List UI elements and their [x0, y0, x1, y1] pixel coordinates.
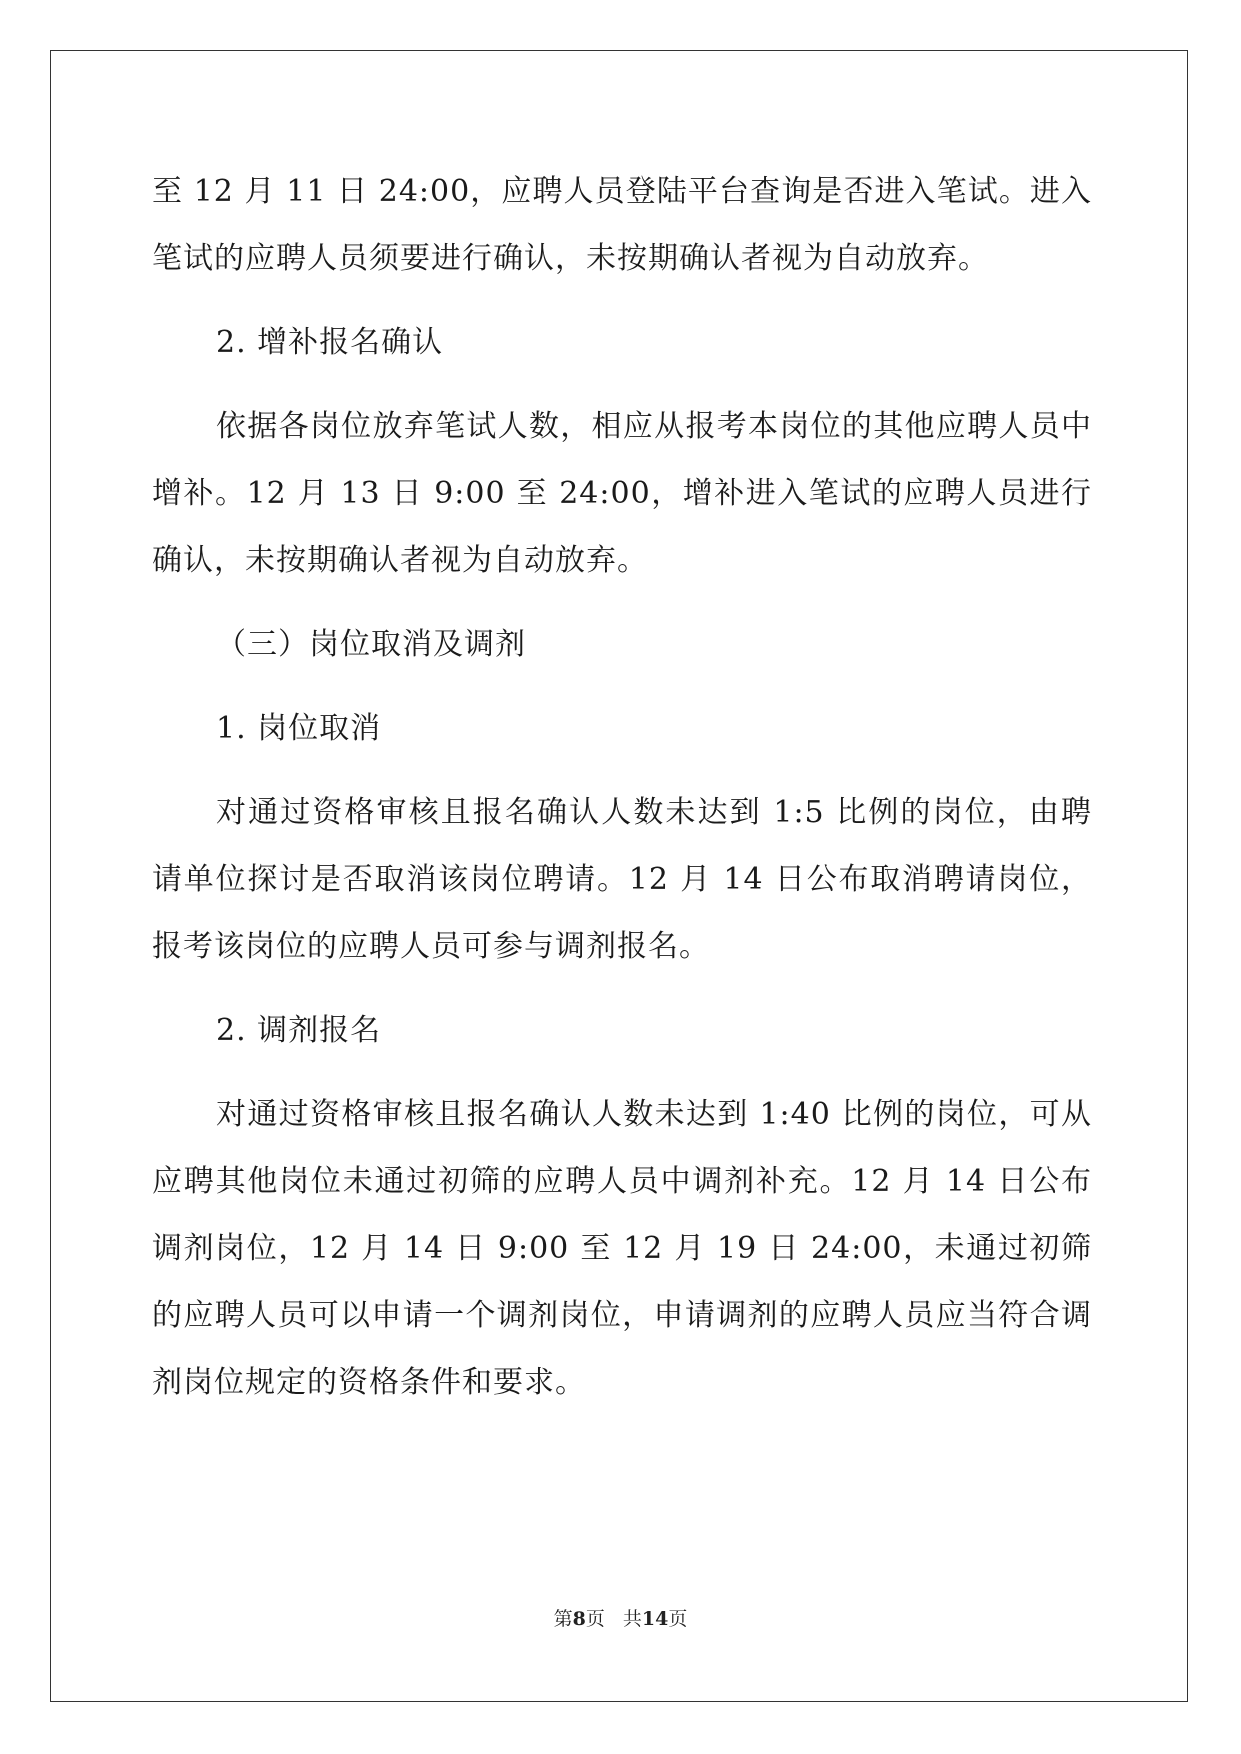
total-suffix: 页 [668, 1608, 688, 1630]
paragraph-supplementary-confirmation: 依据各岗位放弃笔试人数，相应从报考本岗位的其他应聘人员中增补。12 月 13 日 9:00 至 24:00，增补进入笔试的应聘人员进行确认，未按期确认者视为自动放弃。 [152, 409, 1092, 578]
page-footer [0, 1604, 1241, 1631]
section-heading-cancellation-adjustment: （三）岗位取消及调剂 [216, 627, 526, 662]
subheading-supplementary-confirmation: 2. 增补报名确认 [216, 325, 444, 360]
subheading-position-cancellation: 1. 岗位取消 [216, 711, 382, 746]
subheading-adjustment-registration: 2. 调剂报名 [216, 1013, 382, 1048]
document-body [152, 158, 1092, 1416]
paragraph-position-cancellation: 对通过资格审核且报名确认人数未达到 1:5 比例的岗位，由聘请单位探讨是否取消该岗位聘请。12 月 14 日公布取消聘请岗位，报考该岗位的应聘人员可参与调剂报名。 [152, 795, 1092, 964]
page-number: 8 [572, 1608, 586, 1630]
page-suffix: 页 [585, 1608, 605, 1630]
paragraph-adjustment-registration: 对通过资格审核且报名确认人数未达到 1:40 比例的岗位，可从应聘其他岗位未通过初筛的应聘人员中调剂补充。12 月 14 日公布调剂岗位，12 月 14 日 9:00 至 12 月 19 日 24:00，未通过初筛的应聘人员可以申请一个调剂岗位，申请调剂的应聘人员应当符合调剂岗位规定的资格条件和要求。 [152, 1097, 1092, 1400]
page-prefix: 第 [553, 1608, 573, 1630]
paragraph-1: 至 12 月 11 日 24:00，应聘人员登陆平台查询是否进入笔试。进入笔试的应聘人员须要进行确认，未按期确认者视为自动放弃。 [152, 174, 1092, 276]
total-pages: 14 [641, 1608, 669, 1630]
total-prefix: 共 [622, 1608, 642, 1630]
